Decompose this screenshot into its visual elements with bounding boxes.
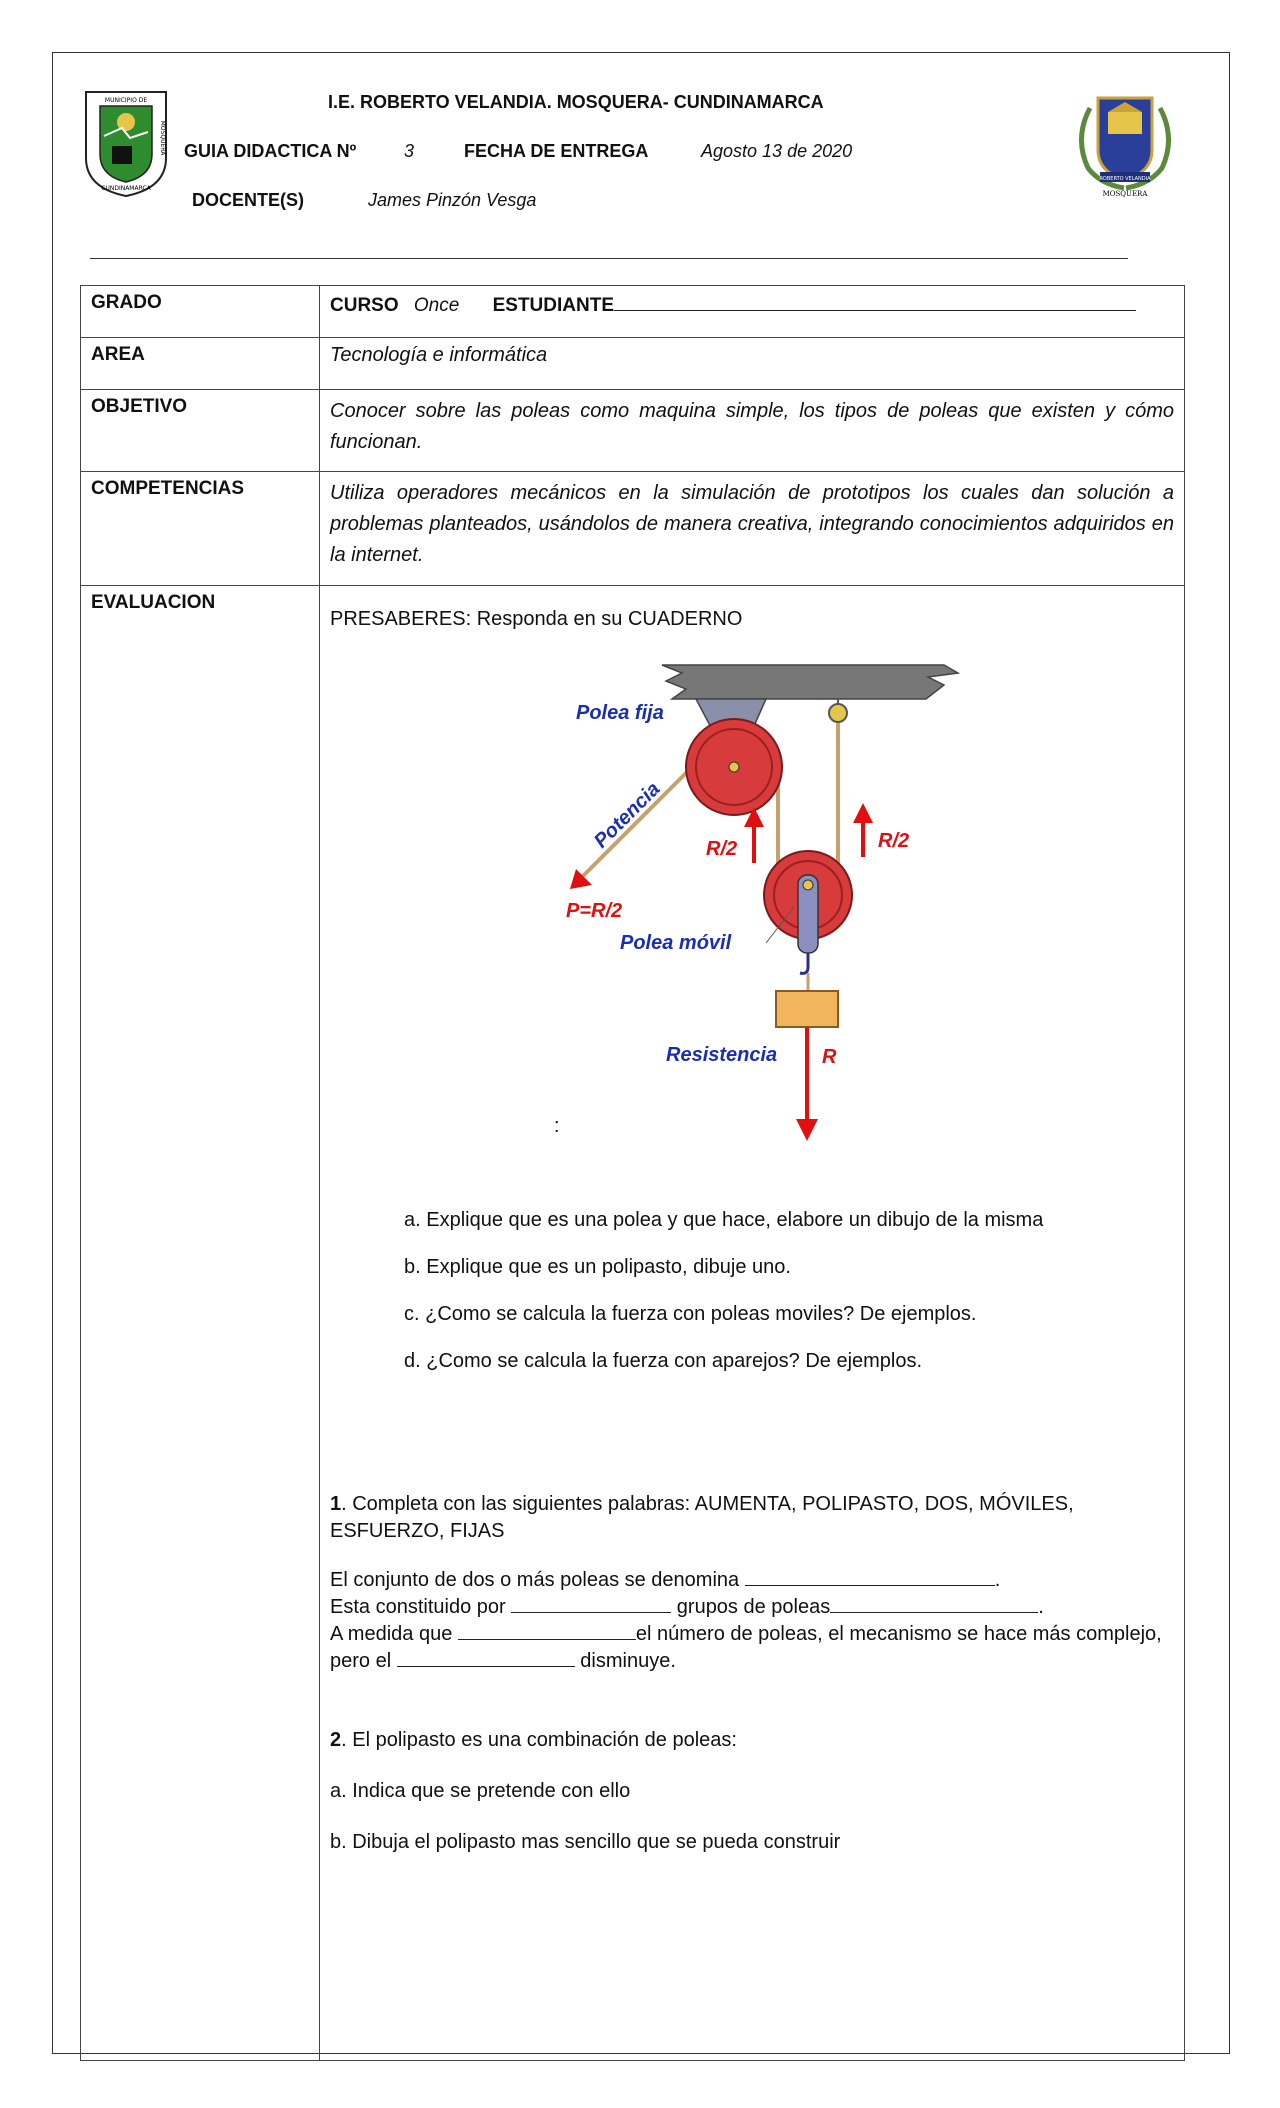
exercise-1-body [330,1567,1174,1675]
school-name: I.E. ROBERTO VELANDIA. MOSQUERA- CUNDINAMARCA [328,92,824,112]
label-polea-movil: Polea móvil [620,932,732,954]
load-hook-icon [800,953,808,973]
exercise-1-number: 1 [330,1493,342,1515]
stray-colon: : [554,1115,560,1137]
label-r2-left: R/2 [706,838,738,860]
curso-value: Once [413,295,460,316]
objetivo-label: OBJETIVO [81,390,320,472]
weight-block [776,991,838,1027]
question-a: a. Explique que es una polea y que hace, elabore un dibujo de la misma [404,1209,1044,1231]
estudiante-blank[interactable] [614,292,1136,311]
exercise-1-text: . Completa con las siguientes palabras: AUMENTA, POLIPASTO, DOS, MÓVILES, ESFUERZO, FIJAS [330,1493,1074,1542]
ex1-line3a: A medida que [330,1623,453,1645]
question-c: c. ¿Como se calcula la fuerza con poleas moviles? De ejemplos. [404,1303,977,1325]
label-p-equals: P=R/2 [566,900,623,922]
exercise-2-text: . El polipasto es una combinación de poleas: [341,1729,737,1751]
date-label: FECHA DE ENTREGA [464,141,649,161]
label-potencia: Potencia [589,778,665,853]
teacher-value: James Pinzón Vesga [368,190,537,210]
label-polea-fija: Polea fija [576,702,664,724]
ex1-blank-2[interactable] [511,1594,671,1613]
area-value: Tecnología e informática [320,338,1185,390]
ex1-line2c: . [1038,1596,1044,1618]
objetivo-value: Conocer sobre las poleas como maquina simple, los tipos de poleas que existen y cómo funcionan. [320,390,1185,472]
municipality-logo [82,88,170,200]
ex1-line2a: Esta constituido por [330,1596,506,1618]
label-resistencia: Resistencia [666,1044,778,1066]
ex1-line1b: . [994,1569,1001,1591]
question-b: b. Explique que es un polipasto, dibuje uno. [404,1256,791,1278]
ex1-line2b: grupos de poleas [676,1596,831,1618]
ex1-line3b: el número de poleas, el mecanismo se hace más complejo, pero el [330,1623,1162,1672]
exercise-1-intro [330,1491,1174,1545]
logo-right-banner-text: ROBERTO VELANDIA [1099,176,1151,182]
guide-label: GUIA DIDACTICA Nº [184,141,357,161]
school-crest-logo [1070,88,1180,203]
evaluacion-label: EVALUACION [81,586,320,2061]
evaluacion-content [320,586,1185,2061]
presaberes-heading: PRESABERES: Responda en su CUADERNO [330,608,743,630]
competencias-value: Utiliza operadores mecánicos en la simulación de prototipos los cuales dan solución a problemas planteados, usándolos de manera creativa, integrando conocimientos adquiridos en la internet. [320,472,1185,586]
grado-label: GRADO [81,286,320,338]
ex1-blank-4[interactable] [458,1621,636,1640]
question-d: d. ¿Como se calcula la fuerza con aparejos? De ejemplos. [404,1350,923,1372]
ex1-line3c: disminuye. [580,1650,676,1672]
date-value: Agosto 13 de 2020 [701,141,853,161]
area-label: AREA [81,338,320,390]
competencias-label: COMPETENCIAS [81,472,320,586]
estudiante-label: ESTUDIANTE [492,295,615,316]
exercise-2b: b. Dibuja el polipasto mas sencillo que se pueda construir [330,1831,841,1853]
ex1-blank-3[interactable] [830,1594,1038,1613]
teacher-label: DOCENTE(S) [192,190,304,210]
exercise-2-intro [330,1727,1174,1754]
exercise-2a: a. Indica que se pretende con ello [330,1780,631,1802]
label-r2-right: R/2 [878,830,910,852]
guide-number: 3 [404,141,415,161]
logo-left-top-text: MUNICIPIO DE [104,97,148,104]
ex1-blank-5[interactable] [397,1648,575,1667]
curso-row [320,286,1185,338]
logo-right-bottom-text: MOSQUERA [1102,190,1148,198]
header-divider [90,258,1128,259]
logo-left-side-text: MOSQUERA [159,120,166,156]
ex1-blank-1[interactable] [745,1567,995,1586]
curso-label: CURSO [330,295,399,316]
label-r: R [822,1046,837,1068]
ceiling-hook-icon [829,704,847,722]
pulley-diagram [566,663,986,1143]
guide-table [80,285,1185,2061]
ex1-line1a: El conjunto de dos o más poleas se denomina [330,1569,740,1591]
exercise-2-number: 2 [330,1729,342,1751]
logo-left-bottom-text: CUNDINAMARCA [101,185,151,192]
